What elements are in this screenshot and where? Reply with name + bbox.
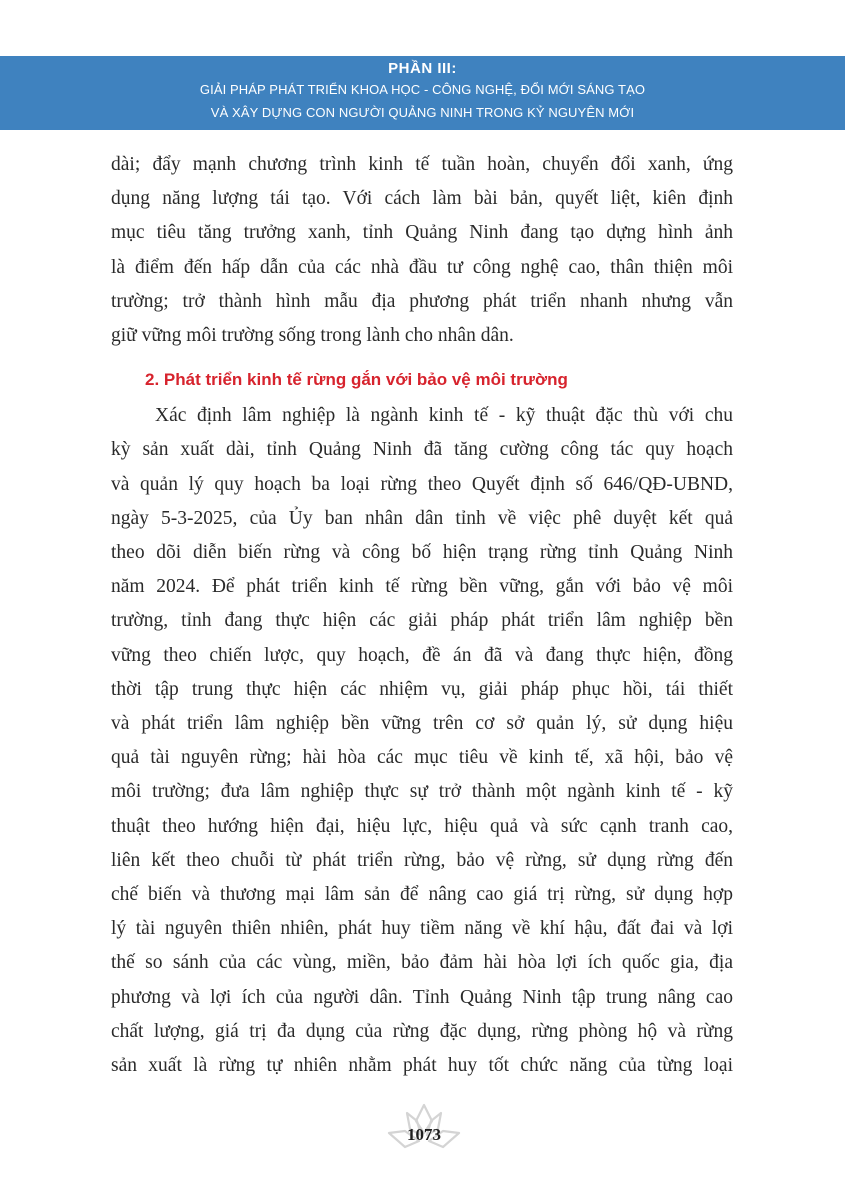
part-header-band bbox=[0, 56, 845, 130]
text-line: phương và lợi ích của người dân. Tỉnh Quảng Ninh tập trung nâng cao bbox=[111, 986, 733, 1008]
page-footer bbox=[385, 1103, 463, 1153]
text-line: và phát triển lâm nghiệp bền vững trên cơ sở quản lý, sử dụng hiệu bbox=[111, 713, 733, 735]
text-line: chất lượng, giá trị đa dụng của rừng đặc dụng, rừng phòng hộ và rừng bbox=[111, 1020, 733, 1042]
text-line: và quản lý quy hoạch ba loại rừng theo Quyết định số 646/QĐ-UBND, bbox=[111, 473, 733, 495]
part-title: PHẦN III: bbox=[388, 60, 457, 77]
page-number: 1073 bbox=[407, 1125, 441, 1144]
text-line: lý tài nguyên thiên nhiên, phát huy tiềm năng về khí hậu, đất đai và lợi bbox=[111, 918, 733, 940]
text-line: năm 2024. Để phát triển kinh tế rừng bền vững, gắn với bảo vệ môi bbox=[111, 576, 733, 598]
text-line: môi trường; đưa lâm nghiệp thực sự trở thành một ngành kinh tế - kỹ bbox=[111, 781, 733, 803]
text-line: thời tập trung thực hiện các nhiệm vụ, giải pháp phục hồi, tái thiết bbox=[111, 678, 733, 700]
text-line: giữ vững môi trường sống trong lành cho nhân dân. bbox=[111, 325, 514, 347]
text-line: trường; trở thành hình mẫu địa phương phát triển nhanh nhưng vẫn bbox=[111, 290, 733, 312]
text-line: là điểm đến hấp dẫn của các nhà đầu tư công nghệ cao, thân thiện môi bbox=[111, 256, 733, 278]
text-line: thuật theo hướng hiện đại, hiệu lực, hiệu quả và sức cạnh tranh cao, bbox=[111, 815, 733, 837]
text-line: quả tài nguyên rừng; hài hòa các mục tiêu về kinh tế, xã hội, bảo vệ bbox=[111, 747, 733, 769]
text-line: Xác định lâm nghiệp là ngành kinh tế - kỹ thuật đặc thù với chu bbox=[155, 405, 733, 427]
text-line: theo dõi diễn biến rừng và công bố hiện trạng rừng tỉnh Quảng Ninh bbox=[111, 542, 733, 564]
page-body bbox=[111, 148, 733, 1083]
paragraph-forestry bbox=[111, 399, 733, 1083]
text-line: vững theo chiến lược, quy hoạch, đề án đã và đang thực hiện, đồng bbox=[111, 644, 733, 666]
text-line: dài; đẩy mạnh chương trình kinh tế tuần hoàn, chuyển đổi xanh, ứng bbox=[111, 154, 733, 175]
text-line: kỳ sản xuất dài, tỉnh Quảng Ninh đã tăng cường công tác quy hoạch bbox=[111, 439, 733, 461]
section-heading: 2. Phát triển kinh tế rừng gắn với bảo vệ môi trường bbox=[145, 370, 568, 390]
text-line: dụng năng lượng tái tạo. Với cách làm bài bản, quyết liệt, kiên định bbox=[111, 188, 733, 210]
text-line: liên kết theo chuỗi từ phát triển rừng, bảo vệ rừng, sử dụng rừng đến bbox=[111, 849, 733, 871]
text-line: trường, tỉnh đang thực hiện các giải pháp phát triển lâm nghiệp bền bbox=[111, 610, 733, 632]
text-line: chế biến và thương mại lâm sản để nâng cao giá trị rừng, sử dụng hợp bbox=[111, 884, 733, 906]
part-subtitle-line-1: GIẢI PHÁP PHÁT TRIỂN KHOA HỌC - CÔNG NGHỆ, ĐỔI MỚI SÁNG TẠO bbox=[199, 82, 646, 97]
part-subtitle-line-2: VÀ XÂY DỰNG CON NGƯỜI QUẢNG NINH TRONG KỶ NGUYÊN MỚI bbox=[210, 105, 635, 120]
text-line: thế so sánh của các vùng, miền, bảo đảm hài hòa lợi ích quốc gia, địa bbox=[111, 952, 733, 974]
text-line: mục tiêu tăng trưởng xanh, tỉnh Quảng Ninh đang tạo dựng hình ảnh bbox=[111, 222, 733, 244]
text-line: sản xuất là rừng tự nhiên nhằm phát huy tốt chức năng của từng loại bbox=[111, 1055, 733, 1077]
paragraph-continued bbox=[111, 148, 733, 353]
text-line: ngày 5-3-2025, của Ủy ban nhân dân tỉnh về việc phê duyệt kết quả bbox=[111, 507, 733, 529]
